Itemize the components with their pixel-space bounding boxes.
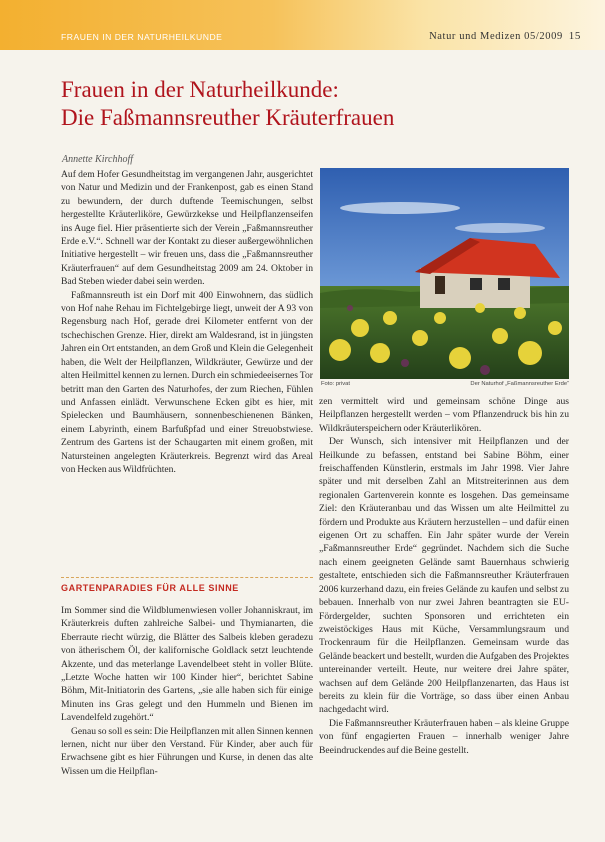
- header-magazine: [429, 30, 581, 42]
- paragraph: Genau so soll es sein: Die Heilpflanzen mit allen Sinnen kennen lernen, nicht nur über den Verstand. Für Kinder, aber auch für Erwachsene gibt es hier Führungen und Kurse, in denen das alte Wissen um die Heilpflan-: [61, 725, 313, 777]
- magazine-name: Natur und Medizen 05/2009: [429, 31, 563, 42]
- header-section-label: FRAUEN IN DER NATURHEILKUNDE: [61, 32, 223, 42]
- photo-caption: Der Naturhof „Faßmannsreuther Erde“: [470, 381, 569, 387]
- page-number: 15: [568, 30, 581, 42]
- paragraph: Die Faßmannsreuther Kräuterfrauen haben – als kleine Gruppe von fünf engagierten Frauen – innerhalb weniger Jahre Beeindruckendes auf die Beine gestellt.: [319, 717, 569, 756]
- paragraph: Im Sommer sind die Wildblumenwiesen voller Johanniskraut, im Kräuterkreis duften zahlreiche Salbei- und Thymianarten, die Eberraute riecht würzig, die Blätter des Salbeis kleben geradezu von ätherischem Öl, der kalifornische Goldlack setzt leuchtende Akzente, und das meterlange Lavendelbeet steht in voller Blüte. „Letzte Woche hatten wir 100 Kinder hier“, berichtet Sabine Böhm, Mit-Initiatorin des Gartens, „sie alle haben sich für einige Minuten ins Gras gelegt und den Hummeln und Bienen im Lavendelfeld zugehört.“: [61, 605, 313, 724]
- paragraph: Auf dem Hofer Gesundheitstag im vergangenen Jahr, ausgerichtet von Natur und Medizin und der Frankenpost, gab es einen Stand zu bewundern, der durch duftende Teemischungen, selbst hergestellte Kräuterliköre, Gewürzkekse und Heilpflanzenseifen ins Auge fiel. Hier präsentierte sich der Verein „Faßmannsreuther Erde e.V.“. Schnell war der Kontakt zu dieser außergewöhnlichen Initiative hergestellt – wir freuen uns, dass die „Faßmannsreuther Kräuterfrauen“ auf dem Gesundheitstag 2009 am 24. Oktober in Bad Steben wieder dabei sein werden.: [61, 169, 313, 288]
- title-line-2: Die Faßmannsreuther Kräuterfrauen: [61, 105, 395, 130]
- photo-credit: Foto: privat: [321, 381, 350, 387]
- paragraph: zen vermittelt wird und gemeinsam schöne Dinge aus Heilpflanzen hergestellt werden – vom Pflanzendruck bis hin zu Wildkräuterspeichern oder Kräuterlikören.: [319, 396, 569, 434]
- article-title: [61, 76, 394, 132]
- paragraph: Faßmannsreuth ist ein Dorf mit 400 Einwohnern, das südlich von Hof nahe Rehau im Fichtelgebirge liegt, unweit der A 93 von Regensburg nach Hof, gerade drei Kilometer entfernt von der tschechischen Grenze. Hier, direkt am Waldesrand, ist in jüngsten Jahren ein Ort entstanden, an dem Groß und Klein die Gelegenheit haben, die Welt der Heilpflanzen, Wildkräuter, Gewürze und der alten Heilmittel kennen zu lernen. Durch ein schmiedeeisernes Tor betritt man den Garten des Naturhofes, der zum Riechen, Fühlen und Anfassen einlädt. Verwunschene Ecken gibt es hier, mit Spielecken und Baumhäusern, sonnenbeschienenen Bänken, einem Labyrinth, einem Barfußpfad und einer Streuobstwiese. Zentrum des Gartens ist der Schaugarten mit einem großen, mit Natursteinen angelegten Kräuterkreis. Begrenzt wird das Areal von Hecken aus Wildfrüchten.: [61, 289, 313, 475]
- column-1-bottom: [61, 604, 313, 836]
- section-heading: GARTENPARADIES FÜR ALLE SINNE: [61, 577, 313, 593]
- column-2: [319, 395, 569, 836]
- title-line-1: Frauen in der Naturheilkunde:: [61, 77, 339, 102]
- header-bar: [0, 0, 605, 50]
- author-byline: Annette Kirchhoff: [62, 154, 134, 165]
- column-1-top: [61, 168, 313, 550]
- paragraph: Der Wunsch, sich intensiver mit Heilpflanzen und der Heilkunde zu befassen, entstand bei Sabine Böhm, einer freischaffenden Künstlerin, erstmals im Jahr 1998. Vier Jahre später und mit derselben Zahl an Mitstreiterinnen aus dem regionalen Gartenverein konnte es losgehen. Das gemeinsame Ziel: den Kräuteranbau und das Wissen um alte Heilmittel zu fördern und Produkte aus Kräutern herzustellen – und dafür einen eigenen Ort zu schaffen. Ein Jahr später wurde der Verein „Faßmannsreuther Erde“ gegründet. Nachdem sich die Suche nach einem geeigneten Gelände samt Bauernhaus schwierig gestaltete, entschieden sich die Faßmannsreuther Kräuterfrauen 2006 kurzerhand dazu, ein freies Gelände zu kaufen und selbst zu bebauen. Innerhalb von nur zwei Jahren beantragten sie EU-Fördergelder, suchten Sponsoren und errichteten ein zweistöckiges Haus mit Küche, Versammlungsraum und Trockenraum für die Heilpflanzen. Gemeinsam wurde das Gelände beackert und bestellt, wurden die Aufgaben des Projektes untereinander verteilt. Heute, nur weitere drei Jahre später, wachsen auf dem Gelände 200 Heilpflanzenarten, das Haus ist bereits zu klein für die Vorträge, so dass über einen Anbau nachgedacht wird.: [319, 436, 569, 716]
- article-photo: [320, 168, 569, 379]
